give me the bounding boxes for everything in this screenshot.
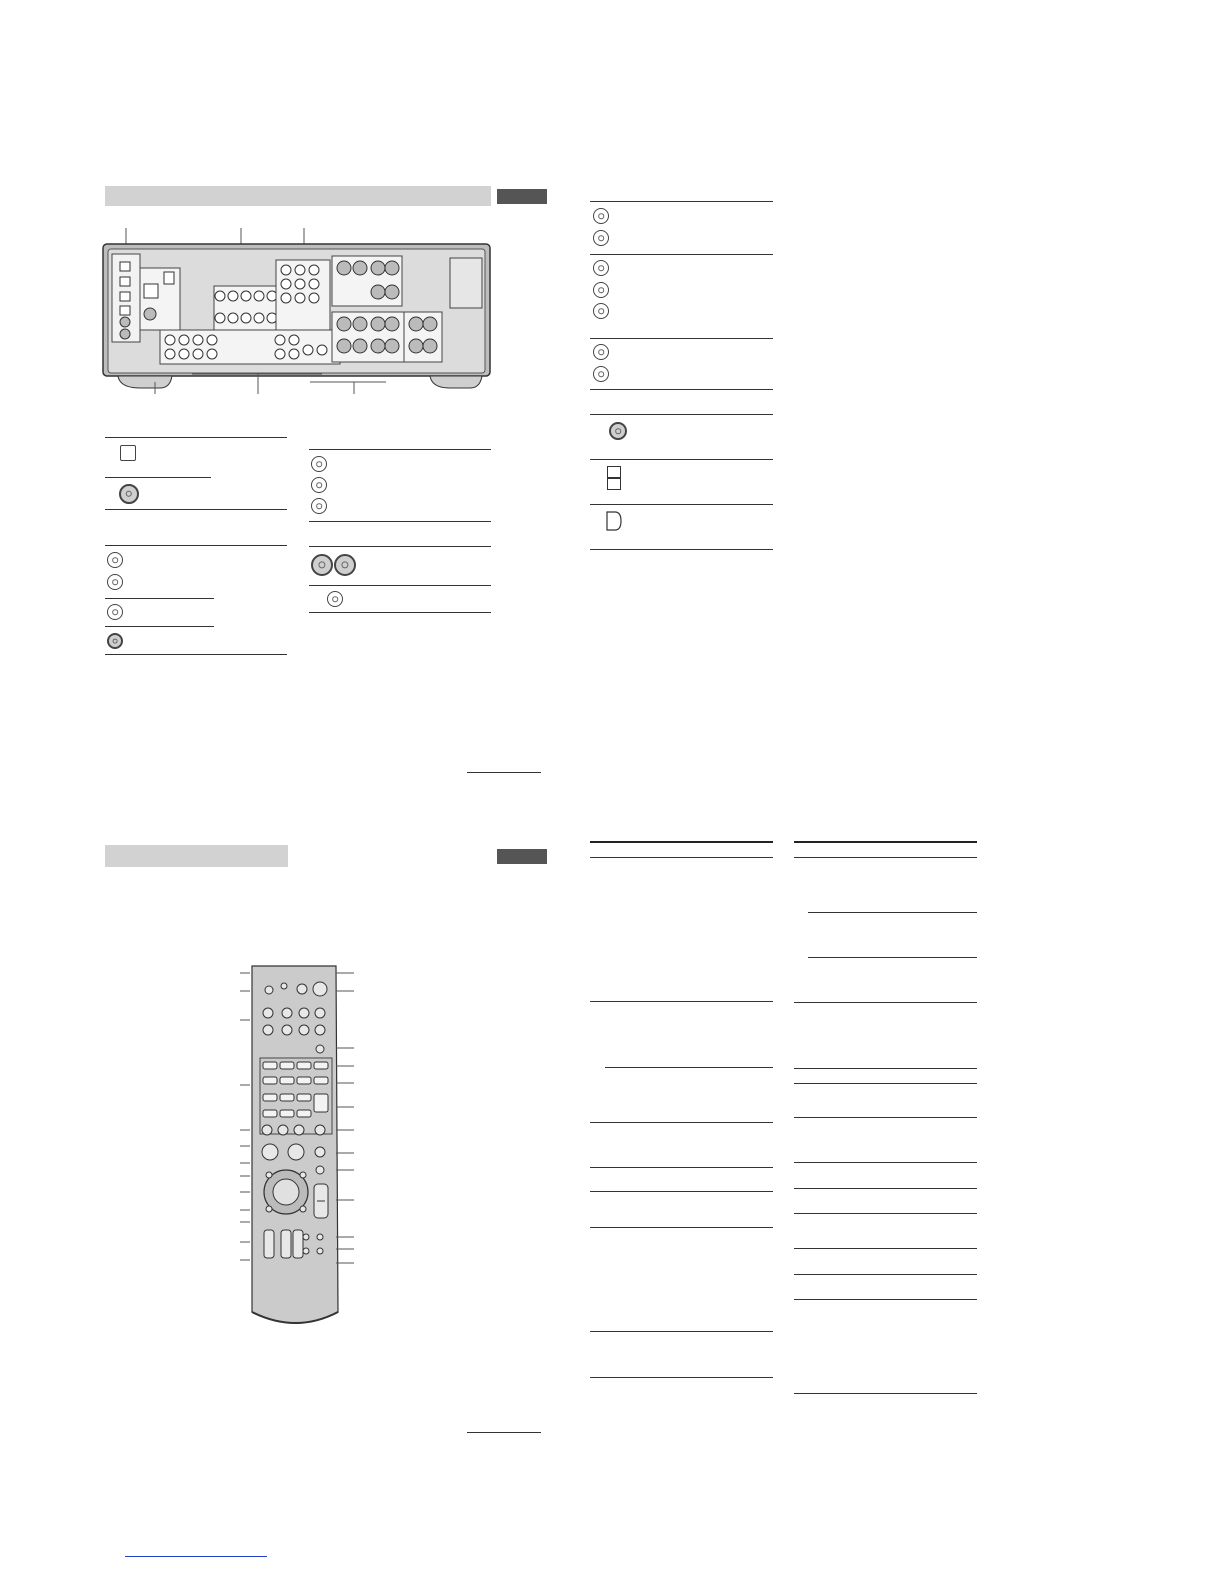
table-subrow-rule xyxy=(808,912,977,913)
coaxial-jack-icon xyxy=(119,484,139,504)
remote-section-tab xyxy=(497,849,547,864)
remote-callouts-left xyxy=(240,970,260,1270)
rca-jack-icon xyxy=(593,260,609,276)
rear-panel-section-bar xyxy=(105,186,491,206)
legend-rule xyxy=(590,504,773,505)
fm-antenna-jack-icon xyxy=(609,422,627,440)
continued-rule xyxy=(467,1432,541,1433)
remote-callouts-right xyxy=(336,970,356,1270)
remote-section-bar xyxy=(105,845,288,867)
table-row-rule xyxy=(590,1191,773,1192)
rca-jack-icon xyxy=(593,344,609,360)
table-top-rule xyxy=(590,841,773,843)
legend-rule xyxy=(590,389,773,390)
legend-rule xyxy=(105,477,211,478)
table-row-rule xyxy=(794,1117,977,1118)
table-row-rule xyxy=(794,1213,977,1214)
table-row-rule xyxy=(794,1274,977,1275)
rca-jack-icon xyxy=(311,498,327,514)
rca-jack-icon xyxy=(107,552,123,568)
rear-panel-section-tab xyxy=(497,189,547,204)
table-row-rule xyxy=(794,1299,977,1300)
s-video-jack-icon xyxy=(107,633,123,649)
speaker-terminal-icon xyxy=(334,554,356,576)
legend-rule xyxy=(309,612,491,613)
legend-rule xyxy=(590,254,773,255)
rca-jack-icon xyxy=(107,604,123,620)
optical-jack-icon xyxy=(606,511,622,531)
rca-jack-icon xyxy=(593,230,609,246)
legend-rule xyxy=(309,521,491,522)
rca-jack-icon xyxy=(107,574,123,590)
rca-jack-icon xyxy=(593,366,609,382)
table-row-rule xyxy=(794,1162,977,1163)
speaker-terminal-icon xyxy=(311,554,333,576)
legend-rule xyxy=(105,437,287,438)
legend-rule xyxy=(309,585,491,586)
rca-jack-icon xyxy=(311,477,327,493)
footer-link[interactable] xyxy=(125,1542,267,1557)
legend-rule xyxy=(590,201,773,202)
continued-rule xyxy=(467,772,541,773)
legend-rule xyxy=(105,598,214,599)
legend-rule xyxy=(590,338,773,339)
rca-jack-icon xyxy=(593,303,609,319)
rca-jack-icon xyxy=(311,456,327,472)
rear-panel-illustration xyxy=(100,222,495,400)
table-row-rule xyxy=(794,1083,977,1084)
legend-rule xyxy=(309,546,491,547)
table-header-rule xyxy=(590,857,773,858)
table-bottom-rule xyxy=(590,1377,773,1378)
table-row-rule xyxy=(590,1001,773,1002)
legend-rule xyxy=(105,545,287,546)
optical-jack-icon xyxy=(120,445,136,461)
table-row-rule xyxy=(794,1068,977,1069)
table-row-rule xyxy=(590,1331,773,1332)
table-row-rule xyxy=(794,1188,977,1189)
table-bottom-rule xyxy=(794,1393,977,1394)
legend-rule xyxy=(105,509,287,510)
table-row-rule xyxy=(590,1122,773,1123)
table-header-rule xyxy=(794,857,977,858)
legend-rule xyxy=(590,414,773,415)
am-antenna-terminal-icon xyxy=(607,466,621,490)
rca-jack-icon xyxy=(593,282,609,298)
table-top-rule xyxy=(794,841,977,843)
table-row-rule xyxy=(794,1248,977,1249)
table-subrow-rule xyxy=(808,957,977,958)
legend-rule xyxy=(105,626,214,627)
legend-rule xyxy=(590,549,773,550)
rca-jack-icon xyxy=(327,591,343,607)
legend-rule xyxy=(590,459,773,460)
legend-rule xyxy=(309,449,491,450)
table-row-rule xyxy=(590,1167,773,1168)
legend-rule xyxy=(105,654,287,655)
table-row-rule xyxy=(590,1227,773,1228)
rca-jack-icon xyxy=(593,208,609,224)
table-subrow-rule xyxy=(605,1067,773,1068)
table-row-rule xyxy=(794,1002,977,1003)
